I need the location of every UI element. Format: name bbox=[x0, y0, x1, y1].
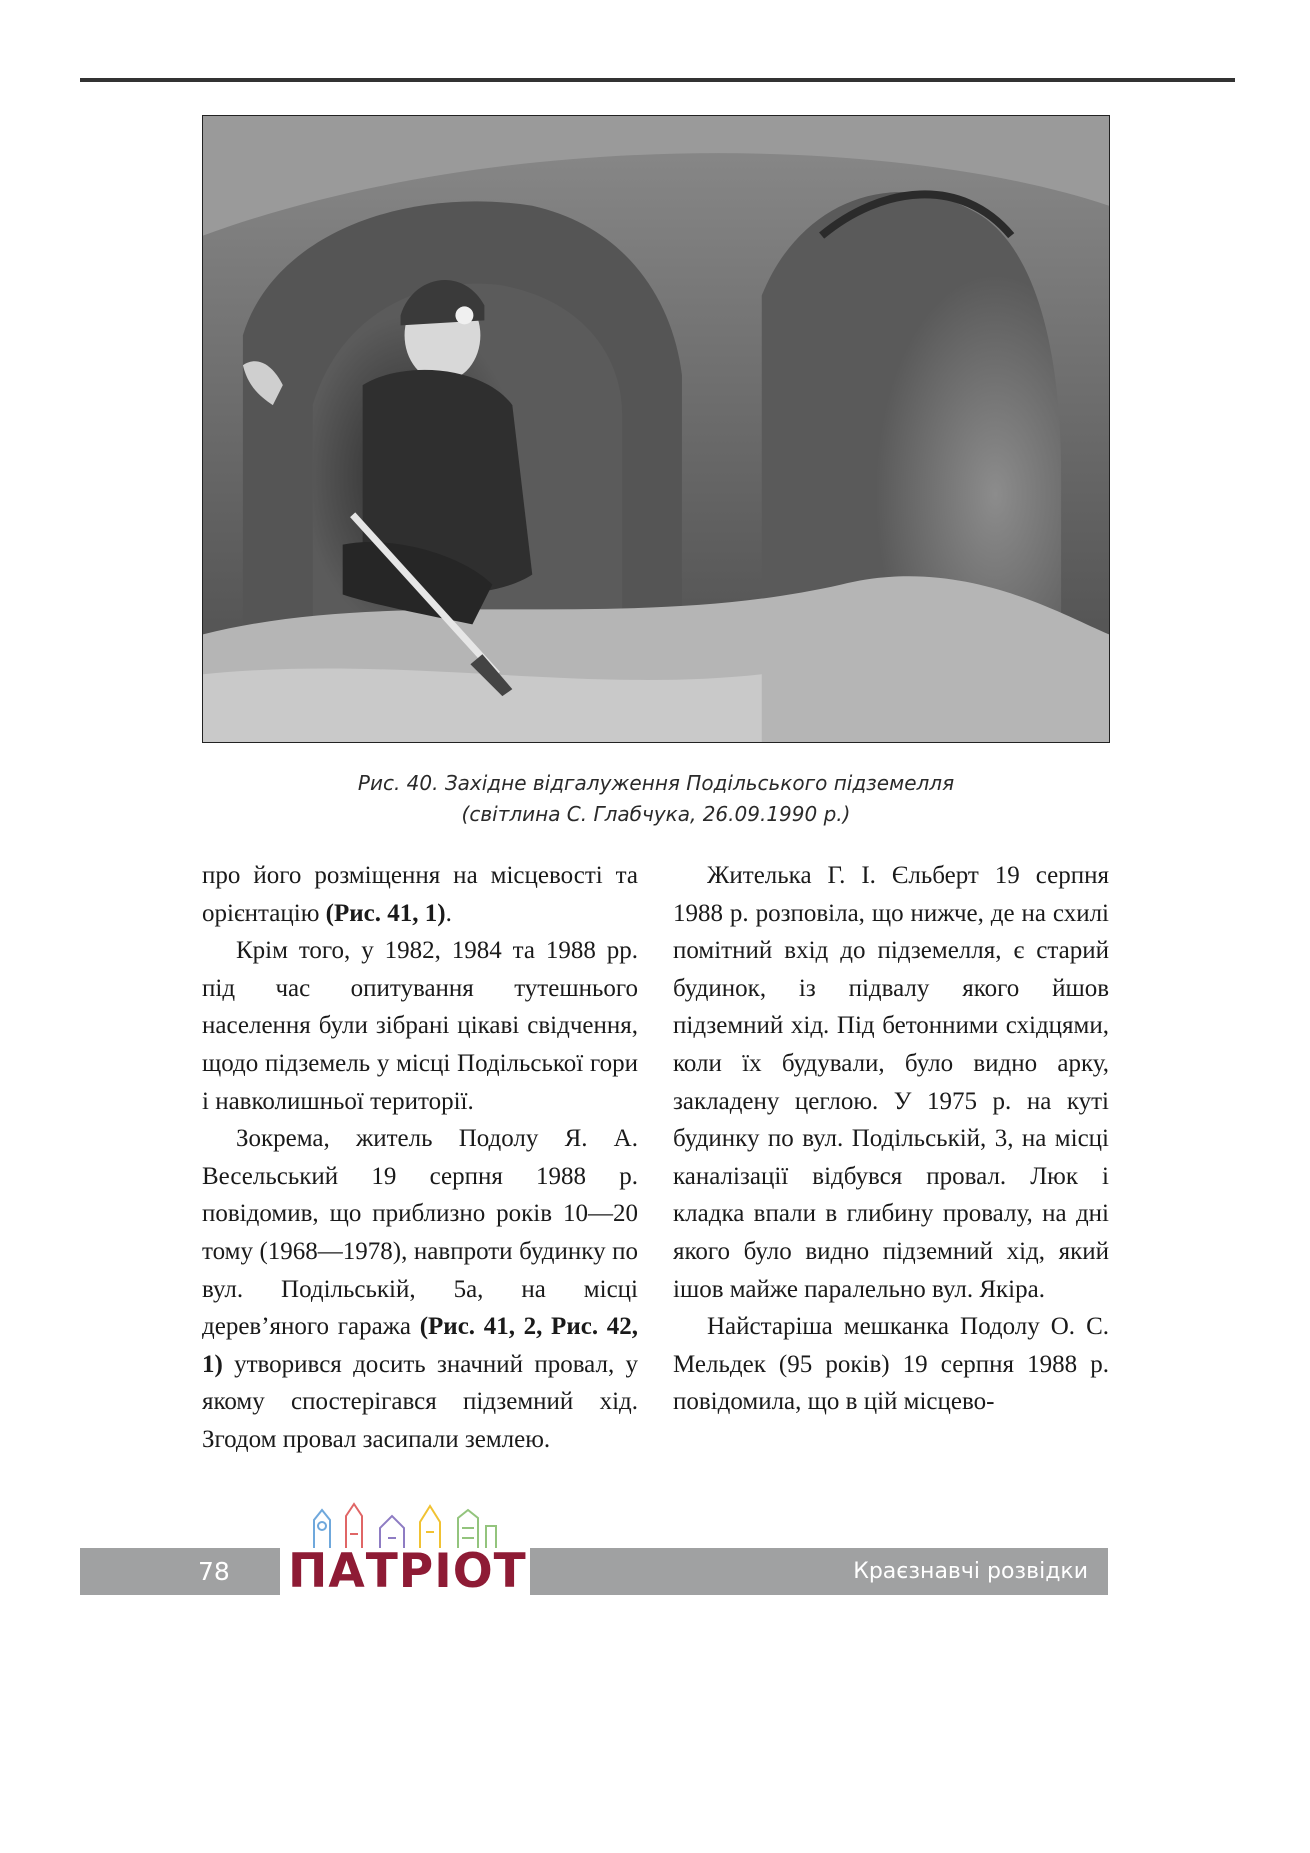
section-title: Краєзнавчі розвідки bbox=[853, 1559, 1088, 1584]
caption-line-1: Рис. 40. Західне відгалуження Подільського підземелля bbox=[357, 771, 955, 795]
top-rule bbox=[80, 78, 1235, 82]
paragraph-text: . bbox=[445, 899, 452, 927]
caption-line-2: (світлина С. Глабчука, 26.09.1990 р.) bbox=[461, 802, 851, 826]
left-column bbox=[202, 857, 638, 1459]
tunnel-photo-image bbox=[203, 116, 1109, 742]
paragraph: Найстаріша мешканка Подолу О. С. Мельдек (95 років) 19 серпня 1988 р. повідомила, що в цій місцево- bbox=[673, 1313, 1109, 1416]
tunnel-photo bbox=[202, 115, 1110, 743]
page-number: 78 bbox=[198, 1557, 230, 1586]
paragraph-text: Зокрема, житель Подолу Я. А. Весельський 19 серпня 1988 р. повідомив, що приблизно років 10—20 тому (1968—1978), навпроти будинку по вул. Подільській, 5а, на місці дерев’яного гаража bbox=[202, 1125, 638, 1341]
figure-caption bbox=[202, 768, 1110, 830]
patriot-logo bbox=[288, 1498, 527, 1600]
paragraph-text: про його розміщення на місцевості та орієнтацію bbox=[202, 862, 638, 927]
figure-reference: (Рис. 41, 1) bbox=[325, 899, 446, 927]
figure-reference: (Рис. 41, 2, Рис. 42, 1) bbox=[202, 1313, 638, 1378]
city-skyline-icon bbox=[296, 1498, 512, 1550]
logo-wordmark: ПАТРІОТ bbox=[288, 1544, 527, 1599]
paragraph-text: утворився досить значний провал, у якому спостерігався підземний хід. Згодом провал засипали землею. bbox=[202, 1350, 638, 1453]
paragraph bbox=[202, 857, 638, 932]
paragraph bbox=[202, 1120, 638, 1458]
paragraph: Жителька Г. І. Єльберт 19 серпня 1988 р. розповіла, що нижче, де на схилі помітний вхід до підземелля, є старий будинок, із підвалу якого йшов підземний хід. Під бетонними східцями, коли їх будували, було видно арку, закладену цеглою. У 1975 р. на куті будинку по вул. Подільській, 3, на місці каналізації відбувся провал. Люк і кладка впали в глибину провалу, на дні якого було видно підземний хід, який ішов майже паралельно вул. Якіра. bbox=[673, 862, 1109, 1303]
footer-bar-left bbox=[80, 1548, 280, 1595]
right-column bbox=[673, 857, 1109, 1421]
paragraph: Крім того, у 1982, 1984 та 1988 рр. під час опитування тутешнього населення були зібрані цікаві свідчення, щодо підземель у місці Подільської гори і навколишньої території. bbox=[202, 937, 638, 1115]
